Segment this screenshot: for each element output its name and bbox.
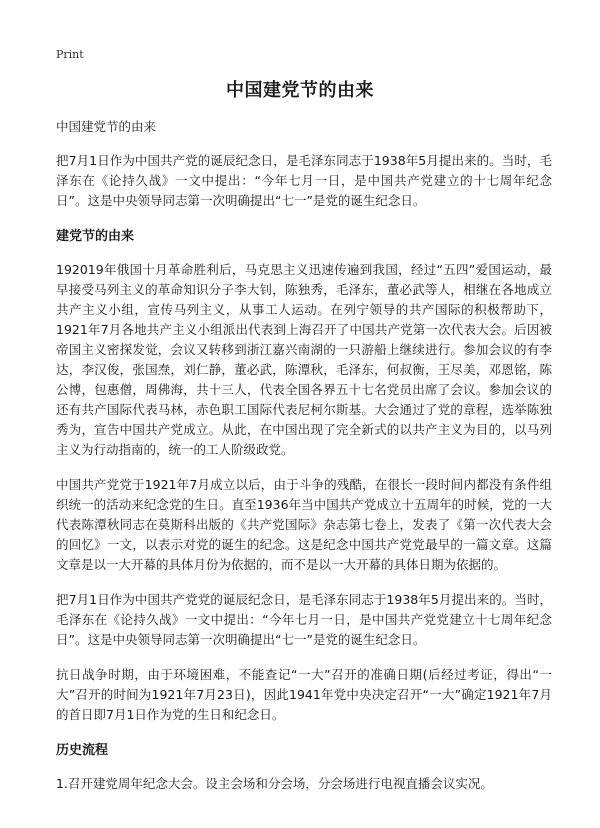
origin-paragraph-1: 192019年俄国十月革命胜利后，马克思主义迅速传遍到我国，经过“五四”爱国运动，最早接受马列主义的革命知识分子李大钊，陈独秀，毛泽东，董必武等人，相继在各地成立共产主义小组，宣传马列主义，从事工人运动。在列宁领导的共产国际的积极帮助下，1921年7月各地共产主义小组派出代表到上海召开了中国共产党第一次代表大会。后因被帝国主义密探发觉，会议又转移到浙江嘉兴南湖的一只游船上继续进行。参加会议的有李达，李汉俊，张国焘，刘仁静，董必武，陈潭秋，毛泽东，何叔衡，王尽美，邓恩铭，陈公博，包惠僧，周佛海，共十三人，代表全国各界五十七名党员出席了会议。参加会议的还有共产国际代表马林，赤色职工国际代表尼柯尔斯基。大会通过了党的章程，选举陈独秀为，宣告中国共产党成立。从此，在中国出现了完全新式的以共产主义为目的，以马列主义为行动指南的，统一的工人阶级政党。 [56, 262, 552, 457]
section-heading-history: 历史流程 [56, 743, 109, 758]
intro-paragraph: 把7月1日作为中国共产党的诞辰纪念日，是毛泽东同志于1938年5月提出来的。当时，毛泽东在《论持久战》一文中提出：“今年七月一日，是中国共产党建立的十七周年纪念日”。这是中央领导同志第一次明确提出“七一”是党的诞生纪念日。 [56, 153, 552, 208]
origin-paragraph-3: 把7月1日作为中国共产党党的诞辰纪念日，是毛泽东同志于1938年5月提出来的。当时，毛泽东在《论持久战》一文中提出：“今年七月一日，是中国共产党党建立十七周年纪念日”。这是中央领导同志第一次明确提出“七一”是党的诞生纪念日。 [56, 592, 552, 647]
article-subtitle: 中国建党节的由来 [56, 119, 157, 134]
page-title: 中国建党节的由来 [226, 80, 374, 101]
print-link[interactable]: Print [56, 48, 84, 61]
section-heading-origin: 建党节的由来 [56, 229, 135, 244]
origin-paragraph-4: 抗日战争时期，由于环境困难，不能查记“一大”召开的准确日期(后经过考证，得出“一大”召开的时间为1921年7月23日)，因此1941年党中央决定召开“一大”确定1921年7月的首日即7月1日作为党的生日和纪念日。 [56, 667, 552, 722]
origin-paragraph-2: 中国共产党党于1921年7月成立以后，由于斗争的残酷，在很长一段时间内都没有条件组织统一的活动来纪念党的生日。直至1936年当中国共产党成立十五周年的时候，党的一大代表陈潭秋同志在莫斯科出版的《共产党国际》杂志第七卷上，发表了《第一次代表大会的回忆》一文，以表示对党的诞生的纪念。这是纪念中国共产党党最早的一篇文章。这篇文章是以一大开幕的具体月份为依据的，而不是以一大开幕的具体日期为依据的。 [56, 477, 552, 572]
article-body [56, 117, 552, 809]
history-paragraph-1: 1.召开建党周年纪念大会。设主会场和分会场，分会场进行电视直播会议实况。 [56, 776, 493, 791]
